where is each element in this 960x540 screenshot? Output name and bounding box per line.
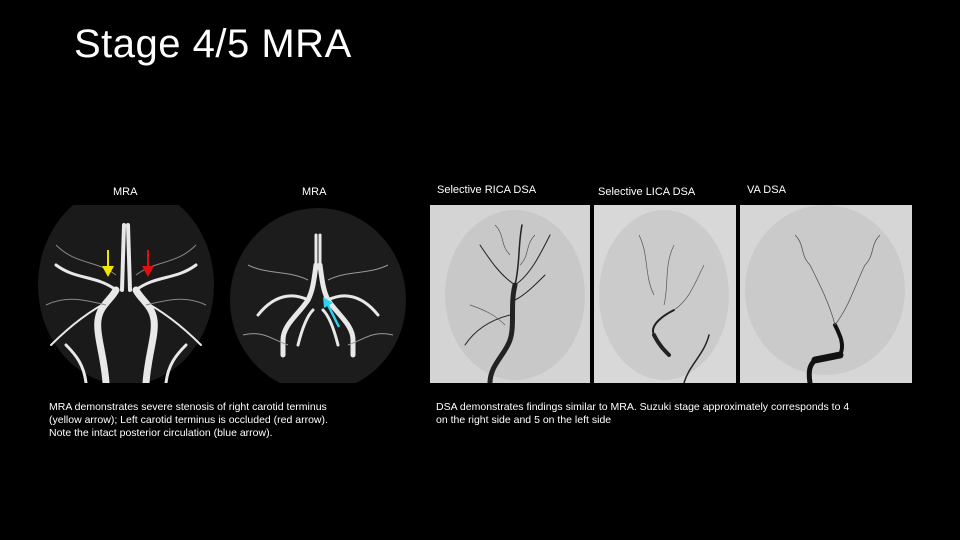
rica-dsa-label: Selective RICA DSA [437,184,537,196]
mra2-label: MRA [302,186,327,198]
slide-title: Stage 4/5 MRA [74,22,352,66]
dsa-caption-line: on the right side and 5 on the left side [436,414,612,426]
dsa-caption [436,401,936,427]
mra-caption-line: (yellow arrow); Left carotid terminus is occluded (red arrow). [49,414,328,426]
va-dsa-label: VA DSA [747,184,786,196]
mra-caption [49,401,419,440]
yellow-arrow-icon [101,250,115,278]
red-arrow-icon [141,250,155,278]
lica-dsa-label: Selective LICA DSA [598,186,696,198]
dsa-caption-line: DSA demonstrates findings similar to MRA. Suzuki stage approximately corresponds to 4 [436,401,850,413]
rica-dsa-image [430,205,590,383]
mra-axial-image [228,205,408,383]
mra1-label: MRA [113,186,138,198]
mra-caption-line: MRA demonstrates severe stenosis of right carotid terminus [49,401,327,413]
va-dsa-image [740,205,912,383]
blue-arrow-icon [321,295,343,329]
mra-caption-line: Note the intact posterior circulation (blue arrow). [49,427,273,439]
lica-dsa-image [594,205,736,383]
mra-coronal-image [36,205,216,383]
